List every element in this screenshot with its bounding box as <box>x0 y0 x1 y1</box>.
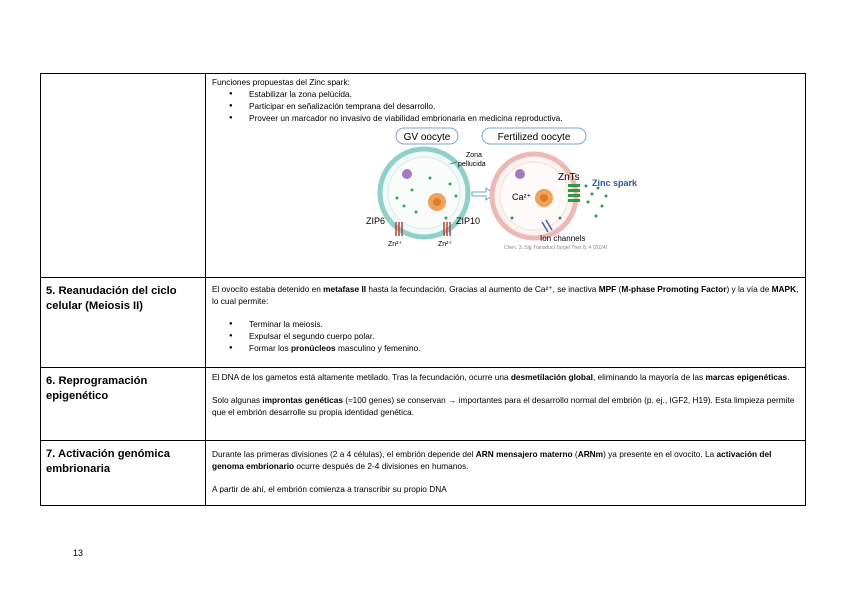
gv-oocyte-cytoplasm <box>388 157 460 229</box>
label-cell-genomic <box>41 441 206 506</box>
zinc-spark-label: Zinc spark <box>592 178 638 188</box>
meiosis-paragraph: El ovocito estaba detenido en metafase II hasta la fecundación. Gracias al aumento de Ca²⁺, se inactiva MPF (M-phase Promoting Factor) y la vía de MAPK, lo cual permite: <box>212 284 799 306</box>
znts-label: ZnTs <box>558 172 580 183</box>
zinc-function-list <box>212 88 799 124</box>
content-cell-meiosis <box>206 278 806 368</box>
fertilized-label: Fertilized oocyte <box>497 132 571 143</box>
fertilized-nucleolus <box>540 194 548 202</box>
zinc-spark-cell <box>206 74 806 278</box>
row-label-genomic: 7. Activación genómica embrionaria <box>46 448 170 475</box>
list-item: ● Terminar la meiosis. <box>212 318 799 330</box>
list-item: ● Proveer un marcador no invasivo de viabilidad embrionaria en medicina reproductiva. <box>212 112 799 124</box>
ion-channels-label: Ion channels <box>540 234 586 243</box>
zinc-spark-figure <box>362 126 638 251</box>
table-row-zinc-spark <box>41 74 806 278</box>
gv-label: GV oocyte <box>403 132 451 143</box>
zip10-label: ZIP10 <box>456 216 481 226</box>
epigenetic-paragraph-1: El DNA de los gametos está altamente metilado. Tras la fecundación, ocurre una desmetilación global, eliminando la mayoría de las marcas epigenéticas. <box>212 372 790 382</box>
table-row-genomic <box>41 441 806 506</box>
content-cell-genomic <box>206 441 806 506</box>
zip6-label: ZIP6 <box>366 216 386 226</box>
table-row-epigenetic <box>41 368 806 441</box>
content-table <box>40 73 806 506</box>
genomic-paragraph-1: Durante las primeras divisiones (2 a 4 células), el embrión depende del ARN mensajero materno (ARNm) ya presente en el ovocito. La activación del genoma embrionario ocurre después de 2-4 divisiones en humanos. <box>212 449 772 471</box>
gv-nucleolus <box>433 198 441 206</box>
list-item: ● Estabilizar la zona pelúcida. <box>212 88 799 100</box>
row-label-epigenetic: 6. Reprogramación epigenético <box>46 375 148 402</box>
gv-vesicle <box>402 169 412 179</box>
fertilized-vesicle <box>515 169 525 179</box>
epigenetic-paragraph-2: Solo algunas improntas genéticas (≈100 genes) se conservan → importantes para el desarrollo normal del embrión (p. ej., IGF2, H19). Esta limpieza permite que el embrión desarrolle su propia identidad genética. <box>212 395 795 417</box>
empty-label-cell <box>41 74 206 278</box>
zinc-spark-diagram <box>362 126 638 251</box>
meiosis-list <box>212 318 799 354</box>
content-cell-epigenetic <box>206 368 806 441</box>
row-label-meiosis: 5. Reanudación del ciclo celular (Meiosis II) <box>46 285 177 312</box>
label-cell-meiosis <box>41 278 206 368</box>
list-item: ● Expulsar el segundo cuerpo polar. <box>212 330 799 342</box>
figure-citation: Chen, 3. Sig Transduct Target Ther 8, 4 (2024) <box>504 245 608 251</box>
list-item: ● Formar los pronúcleos masculino y femenino. <box>212 342 799 354</box>
calcium-label: Ca²⁺ <box>512 192 532 202</box>
zona-label-line2: pellucida <box>458 161 486 168</box>
zn-label-b: Zn²⁺ <box>438 241 453 248</box>
label-cell-epigenetic <box>41 368 206 441</box>
zn-label-a: Zn²⁺ <box>388 241 403 248</box>
table-row-meiosis <box>41 278 806 368</box>
zinc-intro: Funciones propuestas del Zinc spark: <box>212 77 350 87</box>
zona-label-line1: Zona <box>466 152 482 159</box>
list-item: ● Participar en señalización temprana del desarrollo. <box>212 100 799 112</box>
genomic-paragraph-2: A partir de ahí, el embrión comienza a transcribir su propio DNA <box>212 484 447 494</box>
page-number: 13 <box>73 548 84 558</box>
